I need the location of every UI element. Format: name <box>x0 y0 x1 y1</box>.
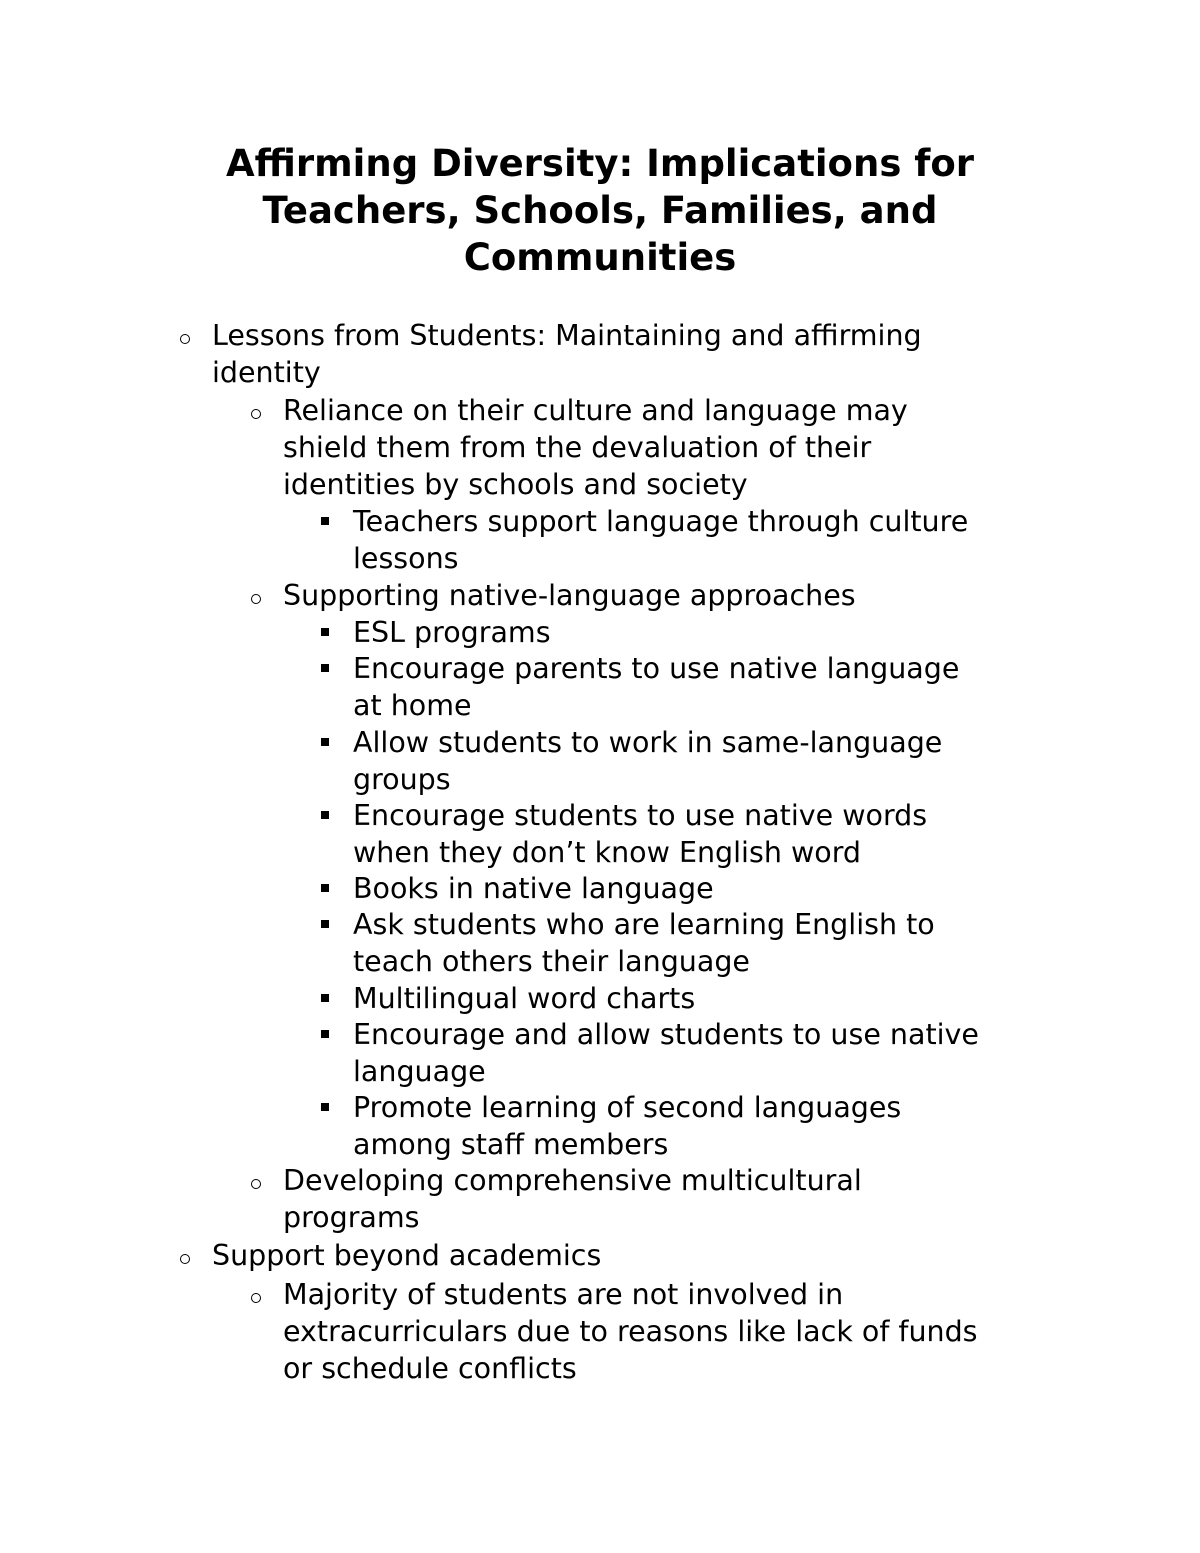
list-item-text <box>353 724 942 798</box>
square-bullet-icon <box>321 920 329 928</box>
hollow-bullet-icon <box>251 1293 261 1303</box>
list-item-text <box>212 317 922 391</box>
list-item-text <box>353 797 927 871</box>
list-item-line: Promote learning of second languages <box>353 1091 902 1124</box>
list-item-text <box>353 1089 901 1163</box>
list-item-line: programs <box>283 1201 420 1234</box>
list-item-line: Developing comprehensive multicultural <box>283 1164 862 1197</box>
list-item-line: language <box>353 1055 486 1088</box>
list-item-text <box>283 577 856 614</box>
list-item-line: Teachers support language through culture <box>353 505 969 538</box>
list-item-line: ESL programs <box>353 616 551 649</box>
list-item-line: groups <box>353 763 451 796</box>
square-bullet-icon <box>321 628 329 636</box>
list-item-line: extracurriculars due to reasons like lack of funds <box>283 1315 978 1348</box>
list-item-line: Encourage and allow students to use native <box>353 1018 979 1051</box>
list-item-line: Allow students to work in same-language <box>353 726 943 759</box>
document-title <box>180 140 1020 281</box>
hollow-bullet-icon <box>180 1254 190 1264</box>
list-item-line: Supporting native-language approaches <box>283 579 856 612</box>
title-line: Affirming Diversity: Implications for <box>225 142 974 185</box>
list-item-line: Encourage students to use native words <box>353 799 928 832</box>
square-bullet-icon <box>321 664 329 672</box>
square-bullet-icon <box>321 738 329 746</box>
list-item-line: identity <box>212 356 321 389</box>
list-item-line: shield them from the devaluation of their <box>283 431 872 464</box>
list-item-text <box>283 392 908 503</box>
list-item-text <box>283 1162 862 1236</box>
title-line: Teachers, Schools, Families, and <box>262 189 938 232</box>
list-item-text <box>353 980 695 1017</box>
list-item-line: teach others their language <box>353 945 750 978</box>
list-item-text <box>212 1237 601 1274</box>
list-item-text <box>353 906 935 980</box>
square-bullet-icon <box>321 884 329 892</box>
list-item-line: Support beyond academics <box>212 1239 602 1272</box>
hollow-bullet-icon <box>251 1179 261 1189</box>
list-item-line: lessons <box>353 542 459 575</box>
list-item-line: Majority of students are not involved in <box>283 1278 844 1311</box>
hollow-bullet-icon <box>251 409 261 419</box>
square-bullet-icon <box>321 517 329 525</box>
list-item-line: among staff members <box>353 1128 669 1161</box>
list-item-text <box>353 650 959 724</box>
list-item-line: at home <box>353 689 472 722</box>
title-line: Communities <box>463 236 737 279</box>
list-item-text <box>353 614 551 651</box>
list-item-line: Lessons from Students: Maintaining and affirming <box>212 319 922 352</box>
list-item-line: Encourage parents to use native language <box>353 652 960 685</box>
list-item-line: Reliance on their culture and language may <box>283 394 908 427</box>
list-item-line: when they don’t know English word <box>353 836 862 869</box>
list-item-line: Books in native language <box>353 872 714 905</box>
list-item-text <box>353 1016 979 1090</box>
list-item-text <box>353 503 968 577</box>
list-item-line: Multilingual word charts <box>353 982 696 1015</box>
list-item-text <box>353 870 714 907</box>
square-bullet-icon <box>321 1030 329 1038</box>
hollow-bullet-icon <box>180 334 190 344</box>
list-item-line: identities by schools and society <box>283 468 748 501</box>
square-bullet-icon <box>321 1103 329 1111</box>
square-bullet-icon <box>321 994 329 1002</box>
square-bullet-icon <box>321 811 329 819</box>
list-item-line: or schedule conflicts <box>283 1352 577 1385</box>
hollow-bullet-icon <box>251 594 261 604</box>
list-item-text <box>283 1276 978 1387</box>
list-item-line: Ask students who are learning English to <box>353 908 935 941</box>
